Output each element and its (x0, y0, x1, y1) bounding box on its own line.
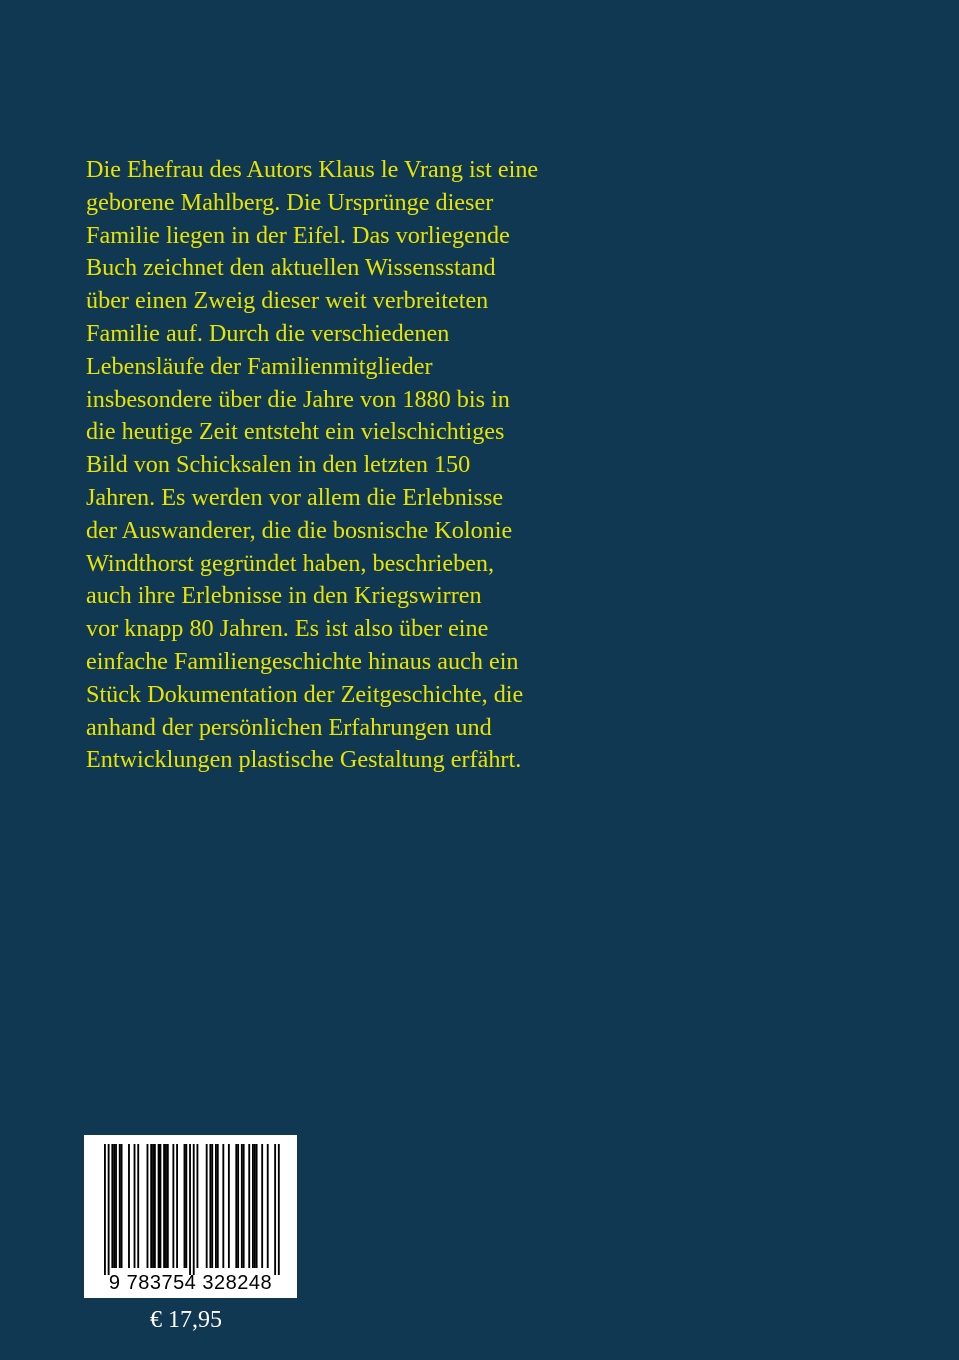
barcode-bar (252, 1144, 254, 1268)
barcode-bar (167, 1144, 169, 1268)
barcode-bar (165, 1144, 167, 1268)
barcode-bar (248, 1144, 250, 1268)
blurb-line: Lebensläufe der Familienmitglieder (86, 352, 433, 380)
barcode-bar (215, 1144, 217, 1268)
blurb-line: Familie auf. Durch die verschiedenen (86, 319, 450, 347)
barcode-bar (197, 1144, 199, 1268)
price-label: € 17,95 (150, 1307, 222, 1333)
blurb-line: einfache Familiengeschichte hinaus auch ein (86, 647, 519, 675)
isbn-barcode (84, 1135, 297, 1298)
barcode-bar (172, 1144, 174, 1268)
barcode-bar (254, 1144, 256, 1268)
barcode-bar (128, 1144, 130, 1268)
barcode-bar (176, 1144, 178, 1268)
barcode-bar (261, 1144, 263, 1268)
blurb-line: insbesondere über die Jahre von 1880 bis in (86, 385, 510, 413)
barcode-bar (193, 1144, 195, 1275)
blurb-line: auch ihre Erlebnisse in den Kriegswirren (86, 582, 482, 610)
barcode-bar (160, 1144, 162, 1268)
blurb-line: geborene Mahlberg. Die Ursprünge dieser (86, 188, 494, 216)
barcode-bar (189, 1144, 191, 1275)
barcode-bar (137, 1144, 139, 1268)
barcode-bar (267, 1144, 269, 1268)
barcode-bar (111, 1144, 113, 1268)
barcode-bar (163, 1144, 165, 1268)
barcode-bar (209, 1144, 211, 1268)
blurb-line: über einen Zweig dieser weit verbreiteten (86, 287, 489, 315)
barcode-bar (113, 1144, 115, 1268)
blurb-line: die heutige Zeit entsteht ein vielschichtiges (86, 418, 505, 446)
blurb-line: Entwicklungen plastische Gestaltung erfährt. (86, 746, 522, 774)
barcode-bar (115, 1144, 117, 1268)
blurb-line: Bild von Schicksalen in den letzten 150 (86, 451, 471, 479)
barcode-bar (222, 1144, 224, 1268)
barcode-bar (256, 1144, 258, 1268)
barcode-bar (134, 1144, 136, 1268)
blurb-line: vor knapp 80 Jahren. Es ist also über eine (86, 615, 489, 643)
barcode-bar (150, 1144, 152, 1268)
barcode-bar (243, 1144, 245, 1268)
blurb-line: Windthorst gegründet haben, beschrieben, (86, 549, 495, 577)
barcode-bar (104, 1144, 106, 1275)
barcode-bar (108, 1144, 110, 1275)
barcode-bar (206, 1144, 208, 1268)
barcode-bar (158, 1144, 160, 1268)
barcode-bar (235, 1144, 237, 1268)
barcode-bar (184, 1144, 186, 1268)
blurb-line: Die Ehefrau des Autors Klaus le Vrang ist eine (86, 156, 539, 183)
barcode-bar (241, 1144, 243, 1268)
barcode-bar (119, 1144, 121, 1268)
blurb-line: Familie liegen in der Eifel. Das vorliegende (86, 221, 510, 249)
barcode-bar (211, 1144, 213, 1268)
barcode-bar (217, 1144, 219, 1268)
barcode-bar (152, 1144, 154, 1268)
blurb-line: Jahren. Es werden vor allem die Erlebnisse (86, 483, 504, 511)
barcode-bar (147, 1144, 149, 1268)
blurb-text (86, 154, 606, 777)
blurb-line: anhand der persönlichen Erfahrungen und (86, 713, 492, 741)
barcode-bar (154, 1144, 156, 1268)
barcode-bar (121, 1144, 123, 1268)
barcode-bar (228, 1144, 230, 1268)
isbn-number: 9 783754 328248 (108, 1272, 273, 1294)
barcode-bar (274, 1144, 276, 1275)
barcode-bar (185, 1144, 187, 1268)
blurb-line: der Auswanderer, die die bosnische Kolonie (86, 516, 513, 544)
blurb-line: Buch zeichnet den aktuellen Wissensstand (86, 254, 496, 282)
barcode-bar (237, 1144, 239, 1268)
blurb-line: Stück Dokumentation der Zeitgeschichte, die (86, 680, 524, 708)
barcode-bar (278, 1144, 280, 1275)
